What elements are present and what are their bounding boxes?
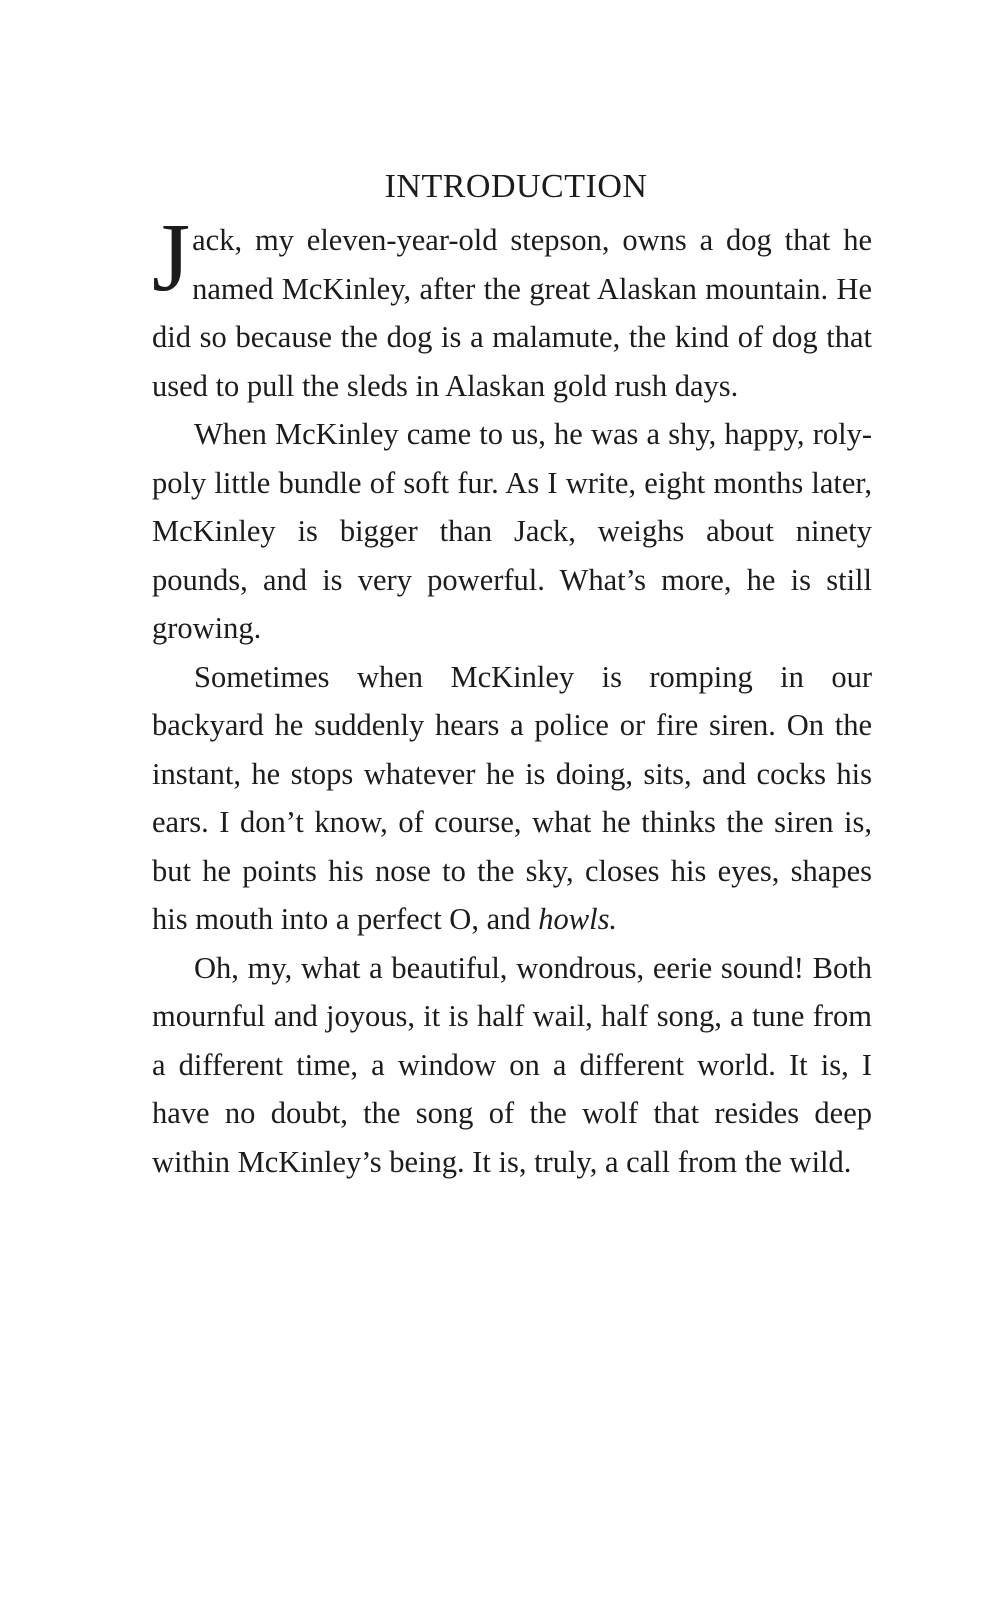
chapter-title: INTRODUCTION [384,168,648,205]
paragraph-1-text: ack, my eleven-year-old stepson, owns a dog that he named McKinley, after the great Alaskan mountain. He did so because the dog is a malamute, the kind of dog that used to pull the sleds in Alaskan gold rush days. [152,223,872,403]
drop-cap: J [152,204,191,312]
paragraph-3-text: Sometimes when McKinley is romping in our backyard he suddenly hears a police or fire siren. On the instant, he stops whatever he is doing, sits, and cocks his ears. I don’t know, of course, what he thinks the siren is, but he points his nose to the sky, closes his eyes, shapes his mouth into a perfect O, and [152,659,872,936]
paragraph-3 [152,653,872,944]
paragraph-1 [152,204,872,410]
paragraph-2: When McKinley came to us, he was a shy, happy, roly-poly little bundle of soft fur. As I write, eight months later, McKinley is bigger than Jack, weighs about ninety pounds, and is very powerful. What’s more, he is still growing. [152,417,872,645]
paragraph-3-italic: howls. [538,902,618,936]
paragraph-4: Oh, my, what a beautiful, wondrous, eerie sound! Both mournful and joyous, it is half wail, half song, a tune from a different time, a window on a different world. It is, I have no doubt, the song of the wolf that resides deep within McKinley’s being. It is, truly, a call from the wild. [152,950,872,1179]
book-page [152,168,872,1186]
